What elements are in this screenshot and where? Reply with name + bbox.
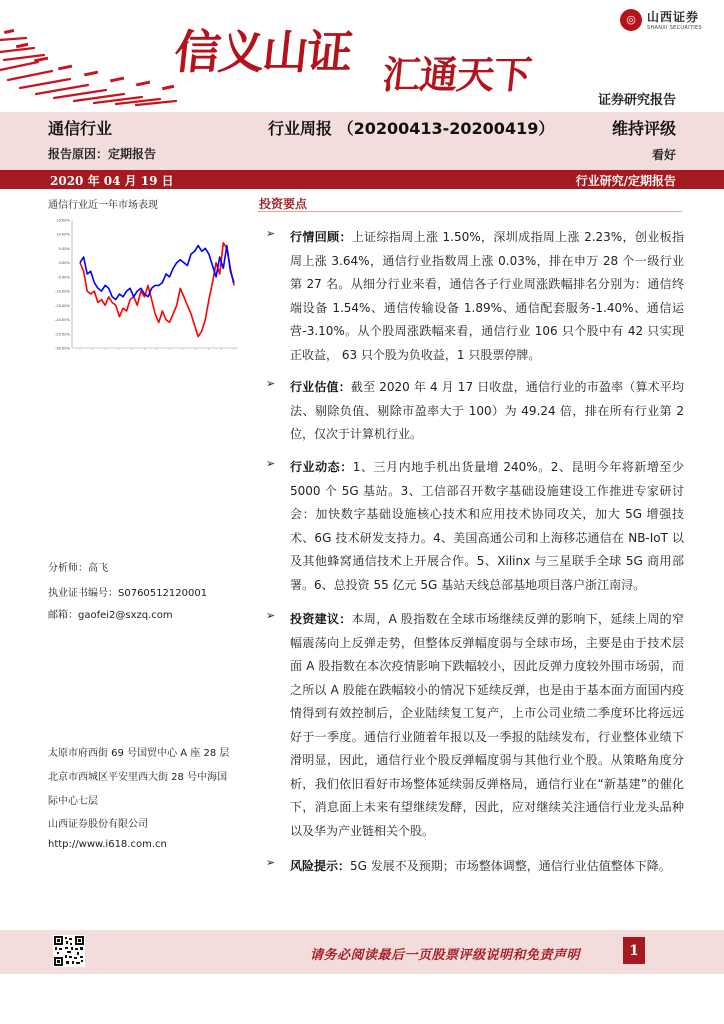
chart-title: 通信行业近一年市场表现 <box>48 200 158 211</box>
industry-name: 通信行业 <box>48 119 113 138</box>
address-beijing-line2: 际中心七层 <box>48 796 98 807</box>
license-number: 执业证书编号：S0760512120001 <box>48 588 208 599</box>
bullet-arrow-icon: ➢ <box>266 609 276 622</box>
company-name: 山西证券股份有限公司 <box>48 819 148 830</box>
y-tick-label: 15.00% <box>56 218 70 223</box>
bullet-label: 行业动态： <box>290 460 353 474</box>
bullet-market-review <box>266 226 684 367</box>
analyst-email[interactable]: 邮箱：gaofei2@sxzq.com <box>48 610 173 621</box>
section-title: 投资要点 <box>259 197 308 211</box>
bullet-industry-news <box>266 456 684 597</box>
bullet-arrow-icon: ➢ <box>266 227 276 240</box>
report-type: 证券研究报告 <box>597 93 676 108</box>
page-number: 1 <box>623 937 645 964</box>
y-tick-label: 0.00% <box>58 261 70 266</box>
brand-logo-group <box>620 8 702 31</box>
bullet-risk-warning <box>266 855 684 879</box>
report-title: 行业周报 （20200413-20200419） <box>268 119 555 138</box>
bullet-label: 行业估值： <box>290 380 351 394</box>
analyst-name: 分析师：高飞 <box>48 563 108 574</box>
market-performance-chart <box>46 214 242 360</box>
bullet-arrow-icon: ➢ <box>266 856 276 869</box>
chart-svg <box>46 214 242 360</box>
y-tick-label: -15.00% <box>55 303 70 308</box>
bullet-text: 截至 2020 年 4 月 17 日收盘，通信行业的市盈率（算术平均法、剔除负值、剔除市盈率大于 100）为 49.24 倍，排在所有行业第 2 位，仅次于计算机行业。 <box>290 380 684 441</box>
y-tick-label: 5.00% <box>58 246 70 251</box>
bullet-text: 本周，A 股指数在全球市场继续反弹的影响下，延续上周的窄幅震荡向上反弹走势，但整体反弹幅度弱与全球市场，主要是由于技术层面 A 股指数在本次疫情影响下跌幅较小，因此反弹力度较外围市场弱，而之所以 A 股能在跌幅较小的情况下延续反弹，也是由于基本面方面国内疫情得到有效控制后，企业陆续复工复产，上市公司业绩二季度环比将远远好于一季度。通信行业随着年报以及一季报的陆续发布，行业整体业绩下滑明显，因此，通信行业个股反弹幅度弱与其他行业个股。从策略角度分析，我们依旧看好市场整体延续弱反弹格局，通信行业在“新基建”的催化下，消息面上未来有望继续发酵，因此，应对继续关注通信行业龙头品种以及华为产业链相关个股。 <box>290 612 684 838</box>
bullet-text: 上证综指周上涨 1.50%，深圳成指周上涨 2.23%，创业板指周上涨 3.64%，通信行业指数周上涨 0.03%，排在申万 28 个一级行业第 27 名。从细分行业来看，通信各子行业周涨跌幅排名分别为：通信终端设备 1.54%、通信传输设备 1.89%、通信配套服务-1.40%、通信运营-3.10%。从个股周涨跌幅来看，通信行业 106 只个股中有 42 只实现正收益， 63 只个股为负收益，1 只股票停牌。 <box>290 230 684 362</box>
y-tick-label: 10.00% <box>56 232 70 237</box>
bullet-arrow-icon: ➢ <box>266 377 276 390</box>
chart-axis <box>72 220 238 348</box>
y-tick-label: -10.00% <box>55 289 70 294</box>
brand-name-en: SHANXI SECURITIES <box>647 25 702 31</box>
banner <box>0 0 724 112</box>
bullet-investment-advice <box>266 608 684 843</box>
bullet-valuation <box>266 376 684 447</box>
report-reason: 报告原因：定期报告 <box>48 147 157 161</box>
disclaimer-text: 请务必阅读最后一页股票评级说明和免责声明 <box>310 948 581 963</box>
address-taiyuan: 太原市府西街 69 号国贸中心 A 座 28 层 <box>48 748 230 759</box>
bullet-label: 投资建议： <box>290 612 352 626</box>
bullet-text: 1、三月内地手机出货量增 240%。2、昆明今年将新增至少 5000 个 5G 基站。3、工信部召开数字基础设施建设工作推进专家研讨会：加快数字基础设施核心技术和应用技术协同攻关，加大 5G 增强技术、6G 技术研发支持力。4、美国高通公司和上海移芯通信在 NB-IoT 以及其他蜂窝通信技术上开展合作。5、Xilinx 与三星联手全球 5G 商用部署。6、总投资 55 亿元 5G 基站天线总部基地项目落户浙江南浔。 <box>290 460 684 592</box>
report-category: 行业研究/定期报告 <box>575 174 676 188</box>
bullet-text: 5G 发展不及预期；市场整体调整，通信行业估值整体下降。 <box>350 859 671 873</box>
company-logo-icon: ◎ <box>620 9 642 31</box>
y-tick-label: -5.00% <box>57 275 70 280</box>
brand-name: 山西证券 <box>647 10 700 24</box>
rating-view: 看好 <box>651 148 676 162</box>
slogan-primary: 信义山证 <box>171 25 354 79</box>
section-divider <box>258 211 682 212</box>
rating-label: 维持评级 <box>611 119 676 138</box>
bullet-arrow-icon: ➢ <box>266 457 276 470</box>
company-website[interactable]: http://www.i618.com.cn <box>48 839 167 850</box>
bullet-label: 行情回顾： <box>290 230 352 244</box>
y-tick-label: -30.00% <box>55 346 70 351</box>
bullet-label: 风险提示： <box>290 859 351 873</box>
y-tick-label: -25.00% <box>55 332 70 337</box>
slogan-secondary: 汇通天下 <box>380 52 534 97</box>
report-date: 2020 年 04 月 19 日 <box>50 174 174 188</box>
y-tick-label: -20.00% <box>55 318 70 323</box>
address-beijing-line1: 北京市西城区平安里西大街 28 号中海国 <box>48 772 228 783</box>
qr-code-icon <box>53 935 85 967</box>
